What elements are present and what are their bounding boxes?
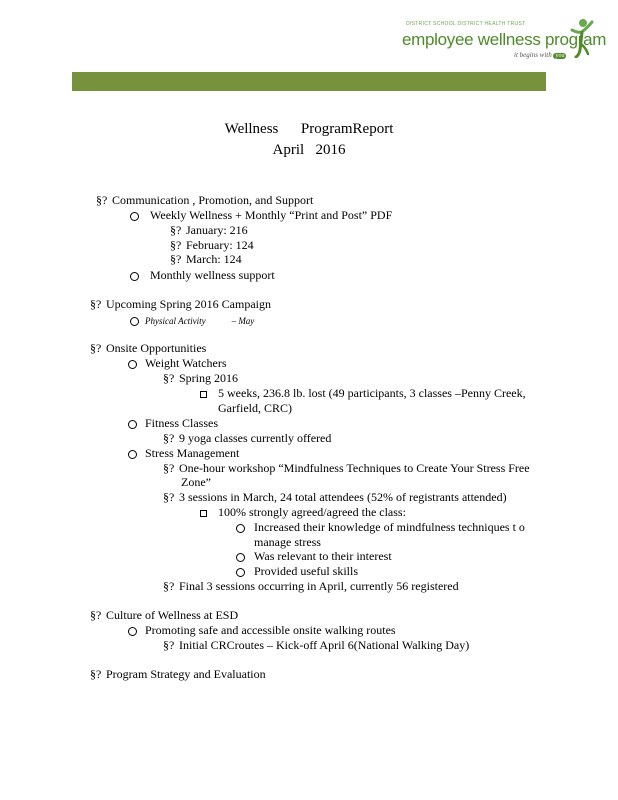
list-item: Increased their knowledge of mindfulness techniques t o xyxy=(236,520,525,535)
list-item: 5 weeks, 236.8 lb. lost (49 participants, 3 classes –Penny Creek, xyxy=(200,386,526,401)
list-item: §? One-hour workshop “Mindfulness Techniques to Create Your Stress Free xyxy=(163,461,530,475)
report-date: April 2016 xyxy=(272,142,346,158)
list-item: Weight Watchers xyxy=(128,356,227,371)
logo-slogan: it begins with you xyxy=(514,51,565,59)
list-item: §? January: 216 xyxy=(170,223,248,237)
section-spring-campaign: §? Upcoming Spring 2016 Campaign xyxy=(90,297,271,311)
section-program-strategy: §? Program Strategy and Evaluation xyxy=(90,667,266,681)
list-item: Fitness Classes xyxy=(128,416,218,431)
person-figure-icon xyxy=(568,18,594,58)
list-item: Stress Management xyxy=(128,446,239,461)
list-item: §? Initial CRCroutes – Kick-off April 6(National Walking Day) xyxy=(163,638,470,652)
list-item: Promoting safe and accessible onsite walking routes xyxy=(128,623,396,638)
list-item: §? 9 yoga classes currently offered xyxy=(163,431,332,445)
section-culture-of-wellness: §? Culture of Wellness at ESD xyxy=(90,608,239,622)
list-item: §? March: 124 xyxy=(170,252,242,266)
list-item: Garfield, CRC) xyxy=(218,401,292,415)
list-item: 100% strongly agreed/agreed the class: xyxy=(200,505,406,520)
report-title: Wellness ProgramReport xyxy=(224,121,394,137)
list-item: §? Spring 2016 xyxy=(163,371,239,385)
list-item: §? 3 sessions in March, 24 total attendees (52% of registrants attended) xyxy=(163,490,507,504)
section-onsite-opportunities: §? Onsite Opportunities xyxy=(90,341,207,355)
list-item: Zone” xyxy=(181,475,211,489)
list-item: Monthly wellness support xyxy=(130,268,275,283)
list-item: Provided useful skills xyxy=(236,564,358,579)
header-bar xyxy=(72,72,546,91)
list-item: Weekly Wellness + Monthly “Print and Post” PDF xyxy=(130,208,392,223)
list-item: §? Final 3 sessions occurring in April, currently 56 registered xyxy=(163,579,459,593)
list-item: manage stress xyxy=(254,535,321,549)
list-item: §? February: 124 xyxy=(170,238,254,252)
wellness-program-logo xyxy=(396,18,607,66)
logo-name: employee wellness program xyxy=(402,30,607,49)
section-communication: §? Communication , Promotion, and Support xyxy=(96,193,314,207)
list-item: Was relevant to their interest xyxy=(236,549,392,564)
list-item: Physical Activity – May xyxy=(130,313,254,329)
logo-tagline: DISTRICT SCHOOL DISTRICT HEALTH TRUST xyxy=(406,21,526,27)
